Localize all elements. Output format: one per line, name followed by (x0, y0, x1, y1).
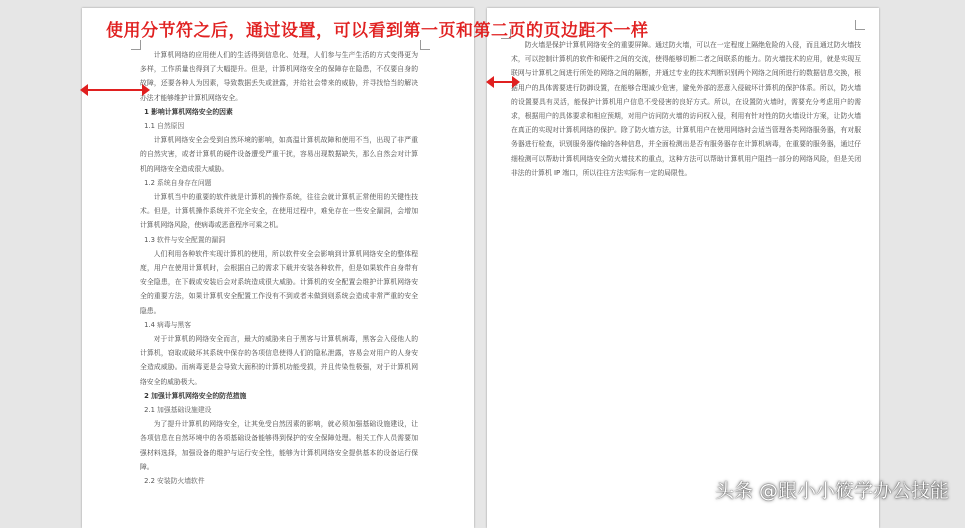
page-2-text-body[interactable] (511, 38, 861, 180)
annotation-caption: 使用分节符之后，通过设置，可以看到第一页和第二页的页边距不一样 (106, 21, 649, 41)
subsection-heading: 1.4 病毒与黑客 (144, 320, 192, 329)
subsection-heading: 1.3 软件与安全配置的漏洞 (144, 235, 226, 244)
paragraph: 防火墙是保护计算机网络安全的重要屏障。通过防火墙，可以在一定程度上隔绝危险的入侵，而且通过防火墙技术，可以控制计算机的软件和硬件之间的交流，使得能够切断二者之间联系的能力。防火墙技术的应用，就是实现互联网与计算机之间进行所处的网络之间的隔断，并通过专业的技术判断识别两个网络之间所进行的数据信息交换，根据用户的具体需要进行防御设置，在能够合理减少危害，避免外部的恶意入侵破坏计算机的保护体系。所以，防火墙的设置要具有灵活，能保护计算机用户信息不受侵害的良好方式。所以，在设置防火墙时，需要充分考虑用户的需求，根据用户的具体要求和相应预期，对用户访问防火墙的访问权入侵，利用有针对性的防火墙设计方案，让防火墙在真正的实现对计算机网络的保护。除了防火墙方法，计算机用户在使用网络时会适当管理各类网络服务器，有对服务器进行检查，识别服务器传输的各种信息，并全面检测出是否有服务器存在计算机病毒，在重要的服务器，通过仔细检测可以帮助计算机网络安全防火墙技术的重点，这种方法可以帮助计算机用户阻挡一部分的网络风险，但是关闭非法的计算机 IP 端口，所以往往方法实际有一定的局限性。 (511, 41, 861, 177)
subsection-heading: 2.2 安装防火墙软件 (144, 477, 205, 486)
section-heading: 2 加强计算机网络安全的防范措施 (144, 391, 247, 400)
paragraph: 为了提升计算机的网络安全，让其免受自然因素的影响，就必须加强基础设施建设，让各项信息在自然环境中的各项基础设备能够得到保护的安全保障处理。相关工作人员需要加强材料选择，加强设备的维护与运行安全性，能够为计算机网络安全提供基本的设备运行保障。 (140, 420, 418, 471)
subsection-heading: 1.1 自然原因 (144, 122, 185, 131)
paragraph: 计算机当中的重要的软件就是计算机的操作系统，往往会就计算机正常使用的关键性技术。但是，计算机操作系统并不完全安全，在使用过程中，难免存在一些安全漏洞，会增加计算机网络风险，使病毒或恶意程序可乘之机。 (140, 193, 418, 230)
margin-corner-marker-icon (420, 40, 430, 50)
paragraph: 人们利用各种软件实现计算机的使用，所以软件安全会影响到计算机网络安全的整体程度，用户在使用计算机时，会根据自己的需求下载并安装各种软件，但是如果软件自身带有安全隐患，在下载或安装后会对系统造成很大威胁。计算机的安全配置会维护计算机网络安全的重要方法，如果计算机安全配置工作没有不到或者未做到则系统会造成非常严重的安全隐患。 (140, 249, 418, 315)
subsection-heading: 2.1 加强基础设施建设 (144, 406, 212, 415)
double-arrow-icon (486, 76, 520, 88)
page-1-text-body[interactable] (140, 48, 418, 488)
double-arrow-icon (80, 84, 150, 96)
paragraph: 计算机网络安全会受到自然环境的影响，如高温计算机故障和使用不当，出现了非严重的自然灾害，或者计算机的硬件设备遭受严重干扰，容易出现数据缺失，那么自然会对计算机的网络安全造成很大威胁。 (140, 136, 418, 173)
paragraph: 对于计算机的网络安全而言，最大的威胁来自于黑客与计算机病毒，黑客会入侵他人的计算机，窃取或破坏其系统中保存的各项信息使得人们的隐私泄露，容易会对用户的人身安全造成威胁。而病毒更是会导致大面积的计算机功能受损，并且传染性极强，对于计算机网络安全的威胁极大。 (140, 335, 418, 386)
margin-corner-marker-icon (855, 20, 865, 30)
document-page-2 (487, 8, 879, 528)
section-heading: 1 影响计算机网络安全的因素 (144, 107, 233, 116)
paragraph: 计算机网络的应用使人们的生活得到信息化、处理，人们参与生产生活的方式变得更为多样，工作质量也得到了大幅提升。但是，计算机网络安全的保障存在隐患，不仅要自身的故障，还要各种人为因素，导致数据丢失或泄露，并给社会带来的威胁，并寻找恰当的解决办法才能够维护计算机网络安全。 (140, 51, 418, 102)
subsection-heading: 1.2 系统自身存在问题 (144, 178, 212, 187)
watermark: 头条 @跟小小筱学办公技能 (714, 480, 949, 502)
